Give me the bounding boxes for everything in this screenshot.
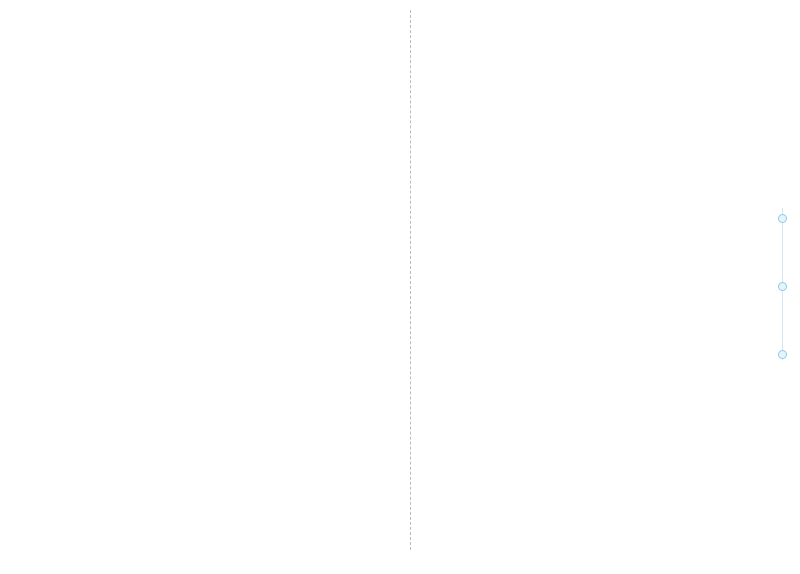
margin-dot xyxy=(778,214,787,223)
column-divider xyxy=(410,10,411,550)
margin-dot xyxy=(778,282,787,291)
margin-dot xyxy=(778,350,787,359)
